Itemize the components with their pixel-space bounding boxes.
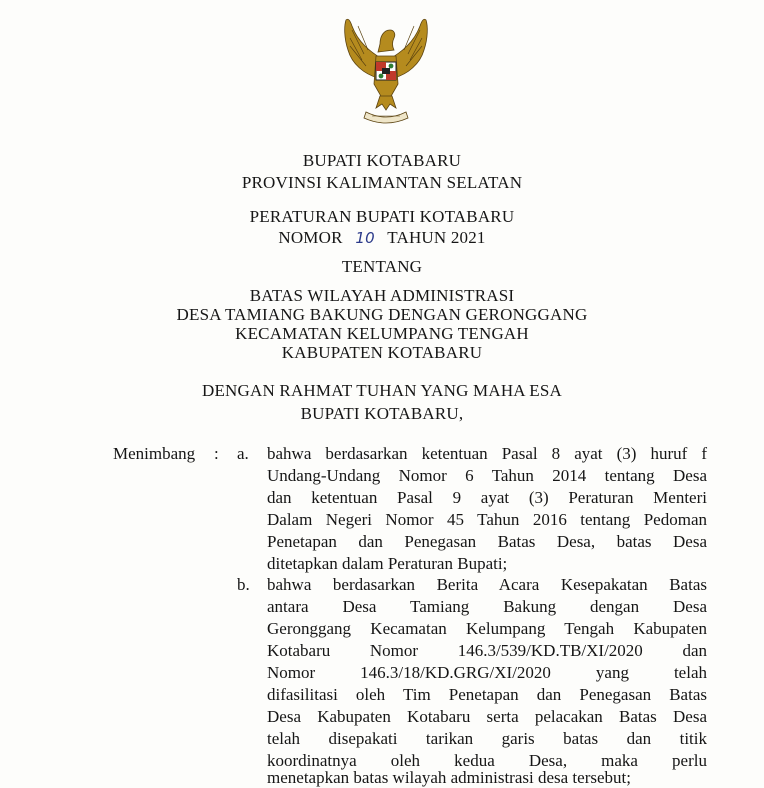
menimbang-colon: : [214,444,219,463]
number-suffix: TAHUN 2021 [387,228,486,247]
subject-line: KABUPATEN KOTABARU [281,343,483,362]
subject-line: DESA TAMIANG BAKUNG DENGAN GERONGGANG [176,305,588,324]
invocation: DENGAN RAHMAT TUHAN YANG MAHA ESA [202,381,562,400]
item-a-line: Dalam Negeri Nomor 45 Tahun 2016 tentang Pedoman [267,510,707,529]
subject-line: KECAMATAN KELUMPANG TENGAH [235,324,529,343]
regulation-number [0,228,764,248]
item-a-line: dan ketentuan Pasal 9 ayat (3) Peraturan Menteri [267,488,707,507]
item-b-line: difasilitasi oleh Tim Penetapan dan Penegasan Batas [267,685,707,704]
issuer: BUPATI KOTABARU, [300,404,464,423]
item-a-line: Undang-Undang Nomor 6 Tahun 2014 tentang Desa [267,466,707,485]
item-b-line: koordinatnya oleh kedua Desa, maka perlu [267,751,707,770]
item-a-line: Penetapan dan Penegasan Batas Desa, batas Desa [267,532,707,551]
item-marker: a. [237,444,249,463]
item-b-line: telah disepakati tarikan garis batas dan titik [267,729,707,748]
item-a-line: ditetapkan dalam Peraturan Bupati; [267,554,508,573]
regulation-title: PERATURAN BUPATI KOTABARU [249,207,515,226]
garuda-emblem-icon [330,12,442,128]
official-title: BUPATI KOTABARU [302,151,462,170]
item-marker: b. [237,575,250,594]
item-b-line: Kotabaru Nomor 146.3/539/KD.TB/XI/2020 dan [267,641,707,660]
number-prefix: NOMOR [278,228,343,247]
item-b-line: Nomor 146.3/18/KD.GRG/XI/2020 yang telah [267,663,707,682]
subject-line: BATAS WILAYAH ADMINISTRASI [249,286,515,305]
item-b-line: antara Desa Tamiang Bakung dengan Desa [267,597,707,616]
garuda-pancasila-emblem [330,12,442,128]
number-value: 10 [355,229,375,247]
item-b-line: bahwa berdasarkan Berita Acara Kesepakatan Batas [267,575,707,594]
item-a-line: bahwa berdasarkan ketentuan Pasal 8 ayat (3) huruf f [267,444,707,463]
item-b-line: menetapkan batas wilayah administrasi desa tersebut; [267,768,631,787]
province-title: PROVINSI KALIMANTAN SELATAN [241,173,523,192]
menimbang-label: Menimbang [113,444,196,463]
item-b-line: Desa Kabupaten Kotabaru serta pelacakan Batas Desa [267,707,707,726]
item-b-line: Geronggang Kecamatan Kelumpang Tengah Kabupaten [267,619,707,638]
about-heading: TENTANG [341,257,423,276]
